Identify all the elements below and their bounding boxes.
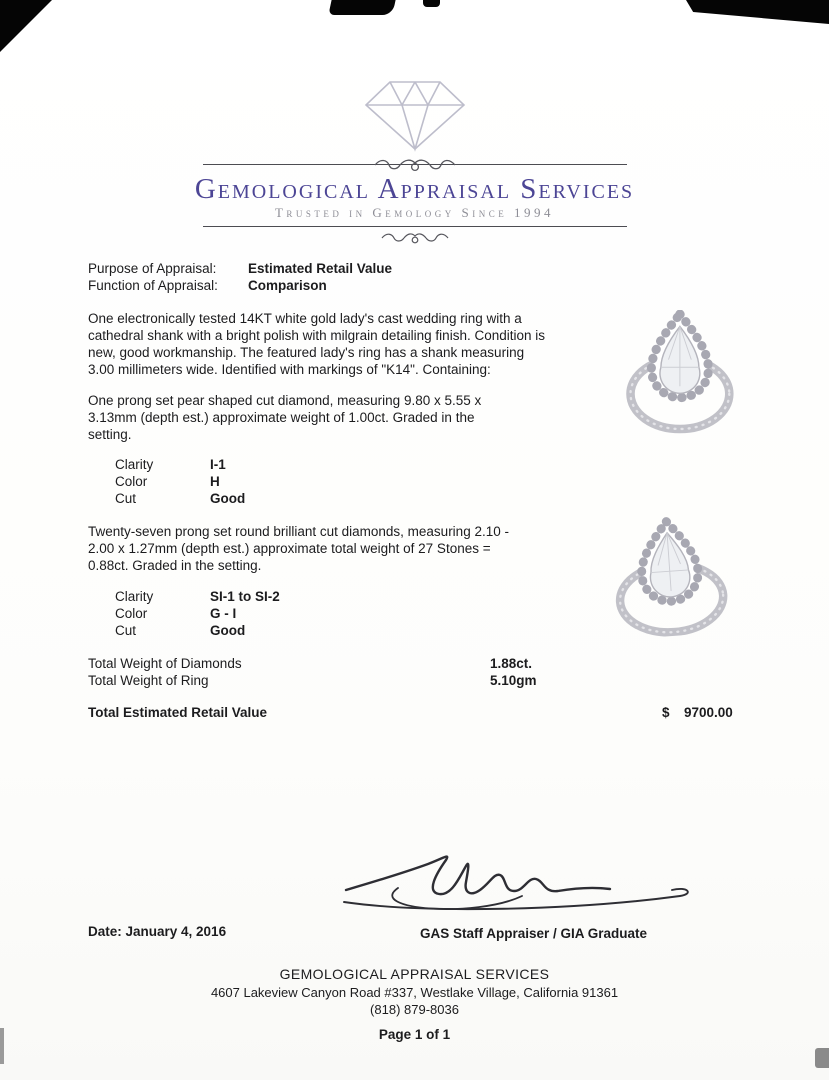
diamond-logo-icon (0, 76, 829, 152)
stone1-description: One prong set pear shaped cut diamond, measuring 9.80 x 5.55 x 3.13mm (depth est.) approximate weight of 1.00ct. Graded in the setting. (88, 392, 482, 442)
retail-amount: 9700.00 (684, 704, 733, 720)
purpose-label: Purpose of Appraisal: (88, 261, 217, 276)
grade-value: H (210, 474, 220, 489)
grade-value: Good (210, 491, 246, 506)
grade-value: Good (210, 622, 246, 638)
scan-artifact-corner (0, 0, 52, 52)
ring-photo-top (602, 310, 754, 434)
appraiser-title: GAS Staff Appraiser / GIA Graduate (420, 926, 648, 941)
function-value: Comparison (248, 278, 327, 293)
total-weight-diamonds-row (88, 655, 748, 672)
grade-label: Color (115, 474, 148, 489)
header-rule-bottom (203, 226, 627, 227)
purpose-row (88, 260, 748, 277)
scan-artifact-top (328, 0, 395, 15)
function-row (88, 277, 748, 294)
totals-section (88, 655, 748, 689)
scan-artifact-top-right (686, 0, 829, 24)
flourish-ornament-icon (372, 156, 458, 174)
grade-value: SI-1 to SI-2 (210, 588, 280, 604)
purpose-value: Estimated Retail Value (248, 261, 393, 276)
function-label: Function of Appraisal: (88, 278, 218, 293)
retail-label: Total Estimated Retail Value (88, 704, 268, 720)
document-footer (0, 966, 829, 1042)
total-value: 5.10gm (490, 672, 537, 688)
ring-photo-bottom (586, 509, 754, 642)
flourish-ornament-bottom-icon (0, 230, 829, 251)
scan-artifact-top-small (423, 0, 440, 7)
grade-label: Cut (115, 491, 137, 506)
grade-label: Cut (115, 622, 137, 638)
page-number: Page 1 of 1 (378, 1027, 451, 1042)
letterhead (0, 76, 829, 251)
ring-description: One electronically tested 14KT white gold lady's cast wedding ring with a cathedral shank with a bright polish with milgrain detailing finish. Condition is new, good workmanship. The featured lady's ring has a shank measuring 3.00 millimeters wide. Identified with markings of "K14". Containing: (88, 311, 545, 377)
appraisal-date: Date: January 4, 2016 (88, 924, 227, 939)
total-value: 1.88ct. (490, 655, 533, 671)
grade-row (115, 456, 748, 473)
stone1-grades-table (115, 456, 748, 507)
scan-artifact-bottom-right (815, 1048, 829, 1068)
total-label: Total Weight of Diamonds (88, 655, 242, 671)
footer-address: 4607 Lakeview Canyon Road #337, Westlake Village, California 91361 (210, 985, 619, 1000)
appraiser-signature-image (336, 846, 708, 918)
footer-company-name: GEMOLOGICAL APPRAISAL SERVICES (279, 966, 550, 982)
grade-label: Clarity (115, 457, 154, 472)
company-title: Gemological Appraisal Services (194, 173, 635, 205)
company-tagline: Trusted in Gemology Since 1994 (274, 205, 555, 221)
total-label: Total Weight of Ring (88, 672, 209, 688)
grade-value: I-1 (210, 457, 226, 472)
retail-value-row (88, 704, 748, 721)
header-rule-top (203, 156, 627, 174)
footer-phone: (818) 879-8036 (370, 1002, 459, 1017)
retail-currency: $ (662, 704, 670, 720)
grade-value: G - I (210, 605, 237, 621)
total-weight-ring-row (88, 672, 748, 689)
grade-row (115, 473, 748, 490)
grade-row (115, 490, 748, 507)
stone2-description: Twenty-seven prong set round brilliant cut diamonds, measuring 2.10 - 2.00 x 1.27mm (depth est.) approximate total weight of 27 Stones = 0.88ct. Graded in the setting. (88, 524, 509, 573)
grade-label: Clarity (115, 588, 154, 604)
grade-label: Color (115, 605, 148, 621)
